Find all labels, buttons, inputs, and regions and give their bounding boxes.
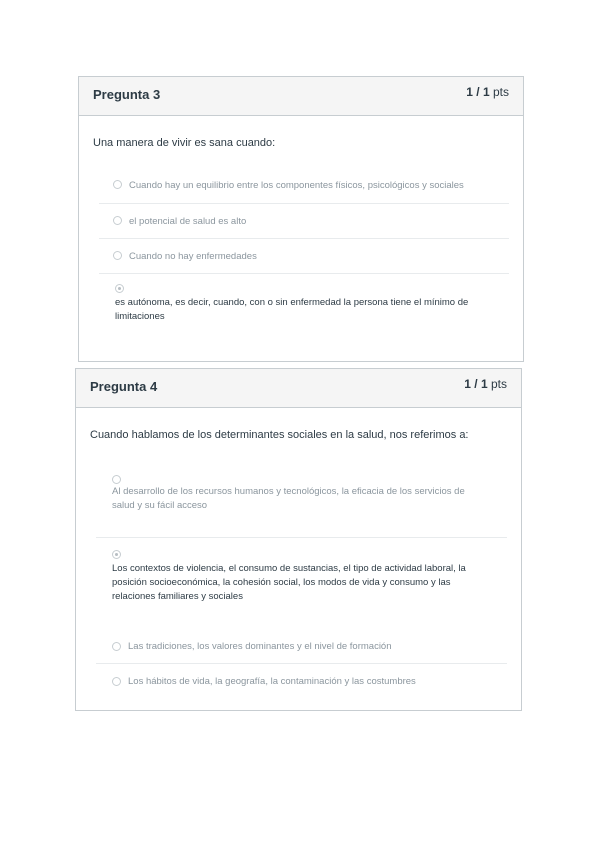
radio-button[interactable]: [112, 475, 121, 484]
answer-label: es autónoma, es decir, cuando, con o sin enfermedad la persona tiene el mínimo de limitaciones: [115, 297, 469, 322]
answer-label: Los contextos de violencia, el consumo de sustancias, el tipo de actividad laboral, la posición socioeconómica, la cohesión social, los modos de vida y consumo y las relaciones familiares y sociales: [112, 563, 466, 602]
answer-option[interactable]: [99, 203, 509, 238]
answer-label: Cuando hay un equilibrio entre los componentes físicos, psicológicos y sociales: [129, 180, 464, 191]
answer-option[interactable]: [96, 663, 507, 701]
question-card-3: [78, 76, 524, 362]
question-card-4: [75, 368, 522, 711]
question-title: Pregunta 4: [90, 379, 158, 394]
answer-label: el potencial de salud es alto: [129, 216, 247, 227]
radio-button[interactable]: [113, 216, 122, 225]
answer-option[interactable]: [99, 168, 509, 203]
answer-option-selected[interactable]: [96, 537, 507, 635]
question-text: Una manera de vivir es sana cuando:: [93, 137, 276, 149]
answer-label: Al desarrollo de los recursos humanos y tecnológicos, la eficacia de los servicios de salud y su fácil acceso: [112, 486, 465, 511]
question-header: [76, 369, 521, 408]
answer-option-selected[interactable]: [99, 273, 509, 333]
answer-label: Las tradiciones, los valores dominantes y el nivel de formación: [128, 641, 392, 652]
question-points: 1 / 1 pts: [466, 85, 509, 99]
radio-button[interactable]: [113, 251, 122, 260]
answer-list: [96, 465, 507, 701]
answer-option[interactable]: [96, 465, 507, 537]
question-title: Pregunta 3: [93, 87, 161, 102]
question-text: Cuando hablamos de los determinantes sociales en la salud, nos referimos a:: [90, 429, 469, 441]
radio-button-checked[interactable]: [115, 284, 124, 293]
answer-list: [99, 168, 509, 333]
answer-option[interactable]: [99, 238, 509, 273]
radio-button-checked[interactable]: [112, 550, 121, 559]
answer-label: Los hábitos de vida, la geografía, la contaminación y las costumbres: [128, 676, 416, 687]
question-header: [79, 77, 523, 116]
answer-option[interactable]: [96, 635, 507, 663]
answer-label: Cuando no hay enfermedades: [129, 251, 257, 262]
radio-button[interactable]: [113, 180, 122, 189]
radio-button[interactable]: [112, 642, 121, 651]
question-points: 1 / 1 pts: [464, 377, 507, 391]
radio-button[interactable]: [112, 677, 121, 686]
